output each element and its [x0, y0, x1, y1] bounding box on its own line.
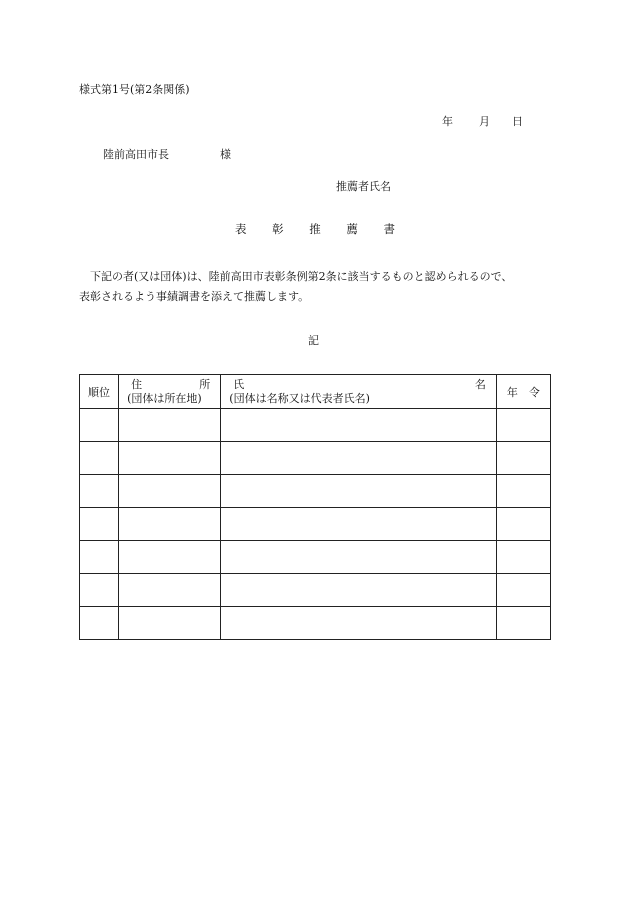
name-cell[interactable] — [221, 541, 497, 574]
rank-cell[interactable] — [80, 475, 119, 508]
age-cell[interactable] — [496, 475, 550, 508]
document-title — [235, 221, 395, 237]
table-row — [80, 442, 551, 475]
name-cell[interactable] — [221, 475, 497, 508]
address-cell[interactable] — [119, 574, 221, 607]
date-month-label: 月 — [479, 115, 490, 128]
rank-cell[interactable] — [80, 541, 119, 574]
name-cell[interactable] — [221, 409, 497, 442]
addressee-honorific: 様 — [220, 148, 231, 161]
table-row — [80, 541, 551, 574]
age-cell[interactable] — [496, 607, 550, 640]
table-row — [80, 607, 551, 640]
date-year-label: 年 — [442, 115, 453, 128]
table-header-row — [80, 375, 551, 409]
body-text-line-2: 表彰されるよう事績調書を添えて推薦します。 — [79, 290, 310, 303]
header-name — [221, 375, 497, 409]
header-address-char: 住 — [131, 378, 143, 391]
name-cell[interactable] — [221, 607, 497, 640]
rank-cell[interactable] — [80, 574, 119, 607]
title-char: 薦 — [346, 222, 358, 236]
header-name-note: (団体は名称又は代表者氏名) — [229, 392, 370, 405]
rank-cell[interactable] — [80, 607, 119, 640]
address-cell[interactable] — [119, 508, 221, 541]
nominee-table — [79, 374, 551, 640]
name-cell[interactable] — [221, 442, 497, 475]
rank-cell[interactable] — [80, 409, 119, 442]
age-cell[interactable] — [496, 541, 550, 574]
title-char: 表 — [235, 222, 247, 236]
header-address — [119, 375, 221, 409]
age-cell[interactable] — [496, 508, 550, 541]
header-address-char: 所 — [199, 378, 211, 391]
name-cell[interactable] — [221, 574, 497, 607]
address-cell[interactable] — [119, 607, 221, 640]
address-cell[interactable] — [119, 442, 221, 475]
title-char: 推 — [309, 222, 321, 236]
address-cell[interactable] — [119, 475, 221, 508]
table-row — [80, 508, 551, 541]
age-cell[interactable] — [496, 574, 550, 607]
header-name-char: 名 — [474, 378, 486, 391]
table-row — [80, 475, 551, 508]
title-char: 書 — [383, 222, 395, 236]
ki-heading: 記 — [308, 334, 319, 347]
form-number: 様式第1号(第2条関係) — [79, 83, 190, 96]
header-address-note: (団体は所在地) — [127, 392, 202, 405]
age-cell[interactable] — [496, 409, 550, 442]
addressee: 陸前高田市長 — [103, 148, 169, 161]
rank-cell[interactable] — [80, 442, 119, 475]
table-row — [80, 409, 551, 442]
header-age: 年 令 — [496, 375, 550, 409]
rank-cell[interactable] — [80, 508, 119, 541]
address-cell[interactable] — [119, 541, 221, 574]
name-cell[interactable] — [221, 508, 497, 541]
header-rank: 順位 — [80, 375, 119, 409]
table-row — [80, 574, 551, 607]
title-char: 彰 — [272, 222, 284, 236]
age-cell[interactable] — [496, 442, 550, 475]
address-cell[interactable] — [119, 409, 221, 442]
recommender-name-label: 推薦者氏名 — [336, 180, 391, 193]
header-name-char: 氏 — [233, 378, 245, 391]
body-text-line-1: 下記の者(又は団体)は、陸前高田市表彰条例第2条に該当するものと認められるので、 — [90, 270, 513, 283]
date-day-label: 日 — [512, 115, 523, 128]
